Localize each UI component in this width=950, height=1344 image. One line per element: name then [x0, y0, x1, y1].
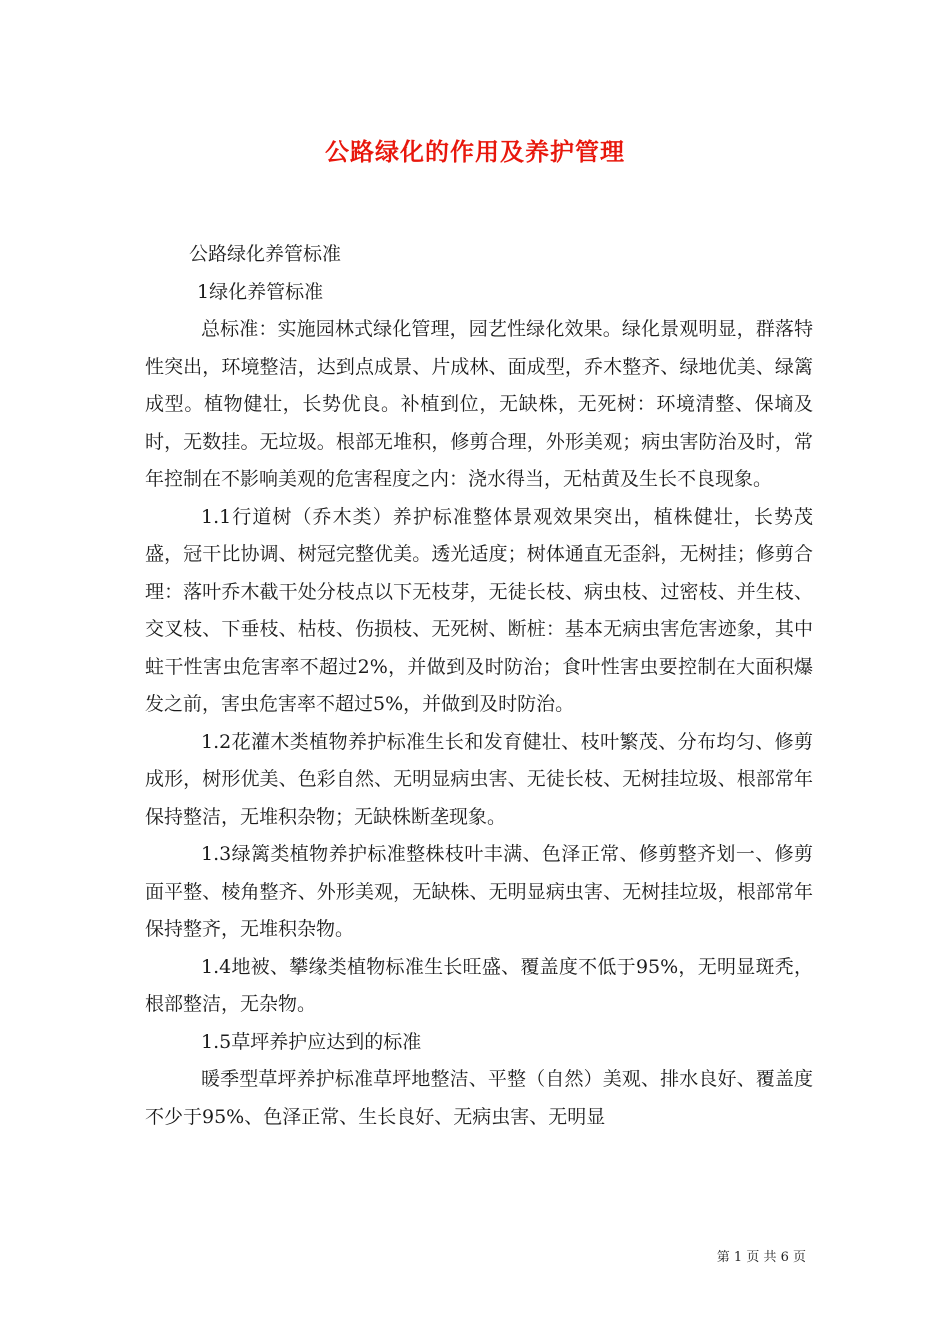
document-body: [145, 236, 813, 1136]
paragraph-warm-season-lawn: 暖季型草坪养护标准草坪地整洁、平整（自然）美观、排水良好、覆盖度不少于95%、色泽正常、生长良好、无病虫害、无明显: [145, 1068, 813, 1128]
paragraph-groundcover: 1.4地被、攀缘类植物标准生长旺盛、覆盖度不低于95%，无明显斑秃，根部整洁，无杂物。: [145, 955, 813, 1015]
paragraph-street-trees: 1.1行道树（乔木类）养护标准整体景观效果突出，植株健壮，长势茂盛，冠干比协调、树冠完整优美。透光适度；树体通直无歪斜，无树挂；修剪合理：落叶乔木截干处分枝点以下无枝芽，无徒长枝、病虫枝、过密枝、并生枝、交叉枝、下垂枝、枯枝、伤损枝、无死树、断桩：基本无病虫害危害迹象，其中蛀干性害虫危害率不超过2%，并做到及时防治；食叶性害虫要控制在大面积爆发之前，害虫危害率不超过5%，并做到及时防治。: [145, 505, 813, 715]
section-heading: 公路绿化养管标准: [189, 243, 342, 265]
paragraph-shrubs: 1.2花灌木类植物养护标准生长和发育健壮、枝叶繁茂、分布均匀、修剪成形，树形优美、色彩自然、无明显病虫害、无徒长枝、无树挂垃圾、根部常年保持整洁，无堆积杂物；无缺株断垄现象。: [145, 730, 813, 828]
document-title: 公路绿化的作用及养护管理: [325, 137, 625, 166]
subheading-lawn: 1.5草坪养护应达到的标准: [201, 1030, 422, 1053]
subsection-heading: 1绿化养管标准: [197, 280, 324, 303]
paragraph-hedges: 1.3绿篱类植物养护标准整株枝叶丰满、色泽正常、修剪整齐划一、修剪面平整、棱角整齐、外形美观，无缺株、无明显病虫害、无树挂垃圾，根部常年保持整齐，无堆积杂物。: [145, 843, 813, 940]
paragraph-general-standard: 总标准：实施园林式绿化管理，园艺性绿化效果。绿化景观明显，群落特性突出，环境整洁，达到点成景、片成林、面成型，乔木整齐、绿地优美、绿篱成型。植物健壮，长势优良。补植到位，无缺株，无死树：环境清整、保墒及时，无数挂。无垃圾。根部无堆积，修剪合理，外形美观；病虫害防治及时，常年控制在不影响美观的危害程度之内：浇水得当，无枯黄及生长不良现象。: [145, 318, 813, 490]
page-number: 第 1 页 共 6 页: [716, 1250, 806, 1265]
